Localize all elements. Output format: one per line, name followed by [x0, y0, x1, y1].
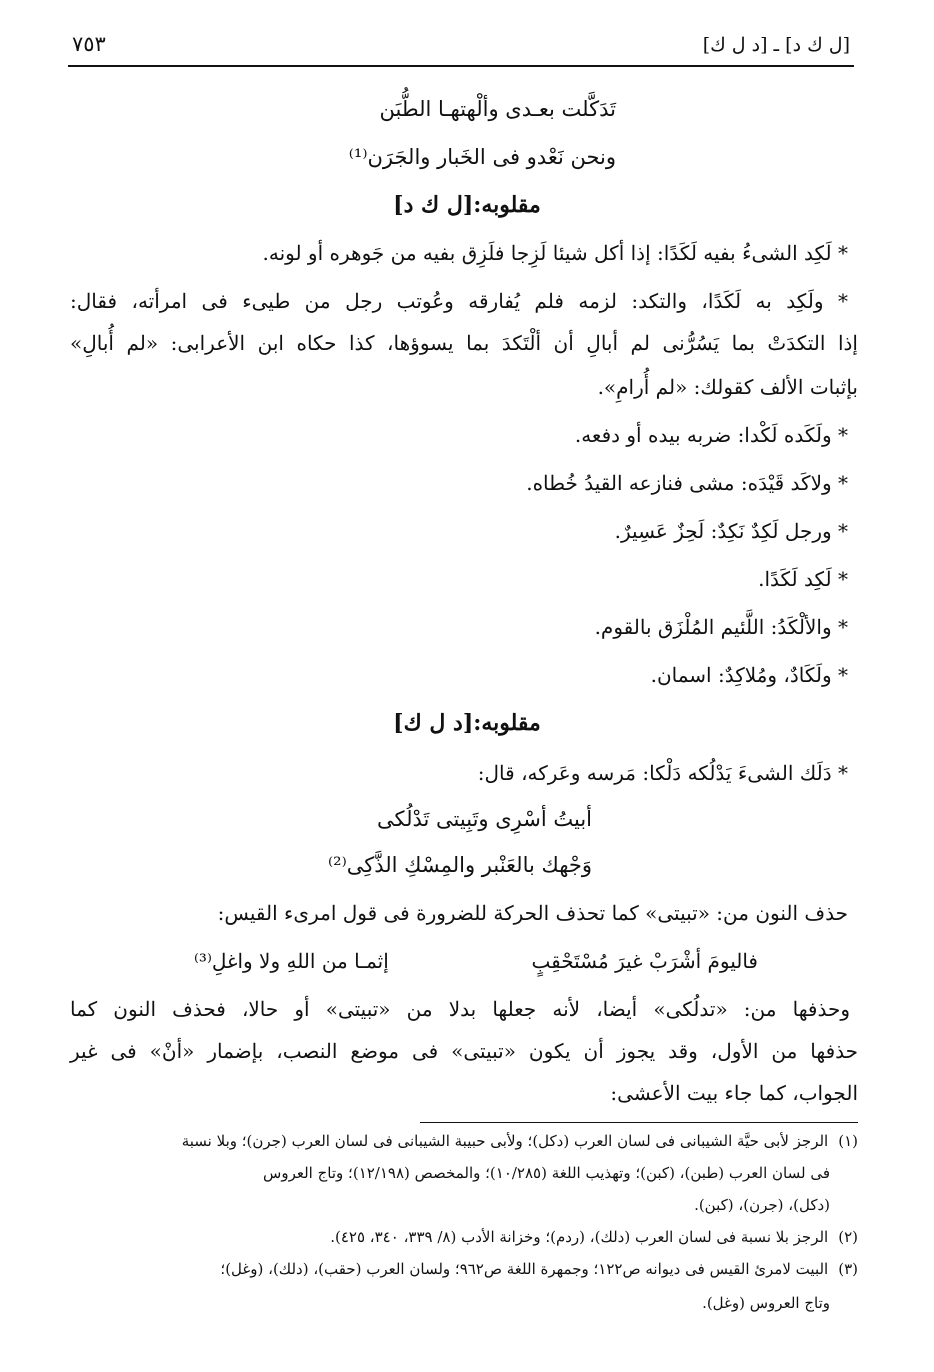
- body-text: الجواب، كما جاء بيت الأعشى:: [610, 1081, 858, 1105]
- dictionary-entry: * ورجل لَكِدٌ نَكِدٌ: لَحِزٌ عَسِيرٌ.: [614, 519, 848, 543]
- dictionary-entry: * لَكِد لَكَدًا.: [758, 567, 848, 591]
- dictionary-entry: * ولَكَده لَكْدا: ضربه بيده أو دفعه.: [574, 423, 848, 447]
- verse-line: تَدَكَّلت بعـدى وألْهتهـا الطُّبَن: [379, 97, 616, 121]
- entry-continuation: بإثبات الألف كقولك: «لم أُرامِ».: [597, 375, 858, 399]
- footnote-2: [330, 1224, 858, 1250]
- footnote-text: الرجز بلا نسبة فى لسان العرب (دلك)، (ردم)؛ وخزانة الأدب (٨/ ٣٣٩، ٣٤٠، ٤٢٥).: [330, 1228, 829, 1246]
- running-title: [ل ك د] ـ [د ل ك]: [702, 34, 850, 56]
- footnote-number: (١): [838, 1132, 858, 1150]
- footnote-number: (٣): [838, 1260, 858, 1278]
- footnote-1: [182, 1128, 858, 1154]
- footnote-continuation: وتاج العروس (وغل).: [702, 1294, 830, 1312]
- verse-line: ونحن نَعْدو فى الخَبار والجَرَن⁽¹⁾: [348, 145, 616, 169]
- dictionary-entry: * دَلَك الشىءَ يَدْلُكه دَلْكا: مَرسه وعَركه، قال:: [477, 761, 848, 785]
- verse-line: أبيتُ أسْرِى وتَبِيتى تَدْلُكى: [377, 807, 592, 831]
- body-text: وحذفها من: «تدلُكى» أيضا، لأنه جعلها بدلا من «تبيتى» أو حالا، فحذف النون كما: [70, 997, 850, 1021]
- dictionary-entry: * ولَكَادٌ، ومُلاكِدٌ: اسمان.: [650, 663, 848, 687]
- footnote-text: البيت لامرئ القيس فى ديوانه ص١٢٢؛ وجمهرة اللغة ص٩٦٢؛ ولسان العرب (حقب)، (دلك)، (وغل)؛: [220, 1260, 829, 1278]
- poem-hemistich-right: فاليومَ أشْرَبْ غيرَ مُسْتَحْقِبٍ: [531, 949, 758, 973]
- poem-hemistich-left: إثمـا من اللهِ ولا واغلِ⁽³⁾: [194, 949, 389, 973]
- dictionary-entry: * ولَكِد به لَكَدًا، والتكد: لزمه فلم يُفارقه وعُوتب رجل من طيىء فى امرأته، فقال:: [70, 289, 848, 313]
- footnote-continuation: (دكل)، (جرن)، (كبن).: [694, 1196, 830, 1214]
- page-number: ٧٥٣: [72, 32, 106, 56]
- dictionary-entry: * والألْكَدُ: اللَّئيم المُلْزَق بالقوم.: [594, 615, 848, 639]
- footnote-text: الرجز لأبى حيَّة الشيبانى فى لسان العرب (دكل)؛ ولأبى حبيبة الشيبانى فى لسان العرب (جرن)؛ وبلا نسبة: [181, 1132, 829, 1150]
- header-rule: [68, 65, 854, 67]
- footnote-continuation: فى لسان العرب (طبن)، (كبن)؛ وتهذيب اللغة (١٠/٢٨٥)؛ والمخصص (١٢/١٩٨)؛ وتاج العروس: [263, 1164, 830, 1182]
- section-heading: مقلوبه:[ل ك د]: [393, 192, 541, 218]
- footnote-3: [220, 1256, 858, 1282]
- verse-line: وَجْهك بالعَنْبر والمِسْكِ الذَّكِى⁽²⁾: [327, 853, 592, 877]
- body-text: حذفها من الأول، وقد يجوز أن يكون «تبيتى» فى موضع النصب، بإضمار «أنْ» فى غير: [70, 1039, 858, 1063]
- entry-continuation: إذا التكدَتْ بما يَسُرُّنى لم أبالِ أن ألْتَكدَ بما يسوؤها، كذا حكاه ابن الأعرابى: «لم أُبالِ»: [70, 331, 858, 355]
- footnote-number: (٢): [838, 1228, 858, 1246]
- section-heading: مقلوبه:[د ل ك]: [393, 710, 541, 736]
- footnote-rule: [420, 1122, 858, 1123]
- dictionary-entry: * ولاكَد قَيْدَه: مشى فنازعه القيدُ خُطاه.: [526, 471, 848, 495]
- body-text: حذف النون من: «تبيتى» كما تحذف الحركة للضرورة فى قول امرىء القيس:: [217, 901, 848, 925]
- dictionary-entry: * لَكِد الشىءُ بفيه لَكَدًا: إذا أكل شيئا لَزِجا فلَزِق بفيه من جَوهره أو لونه.: [262, 241, 848, 265]
